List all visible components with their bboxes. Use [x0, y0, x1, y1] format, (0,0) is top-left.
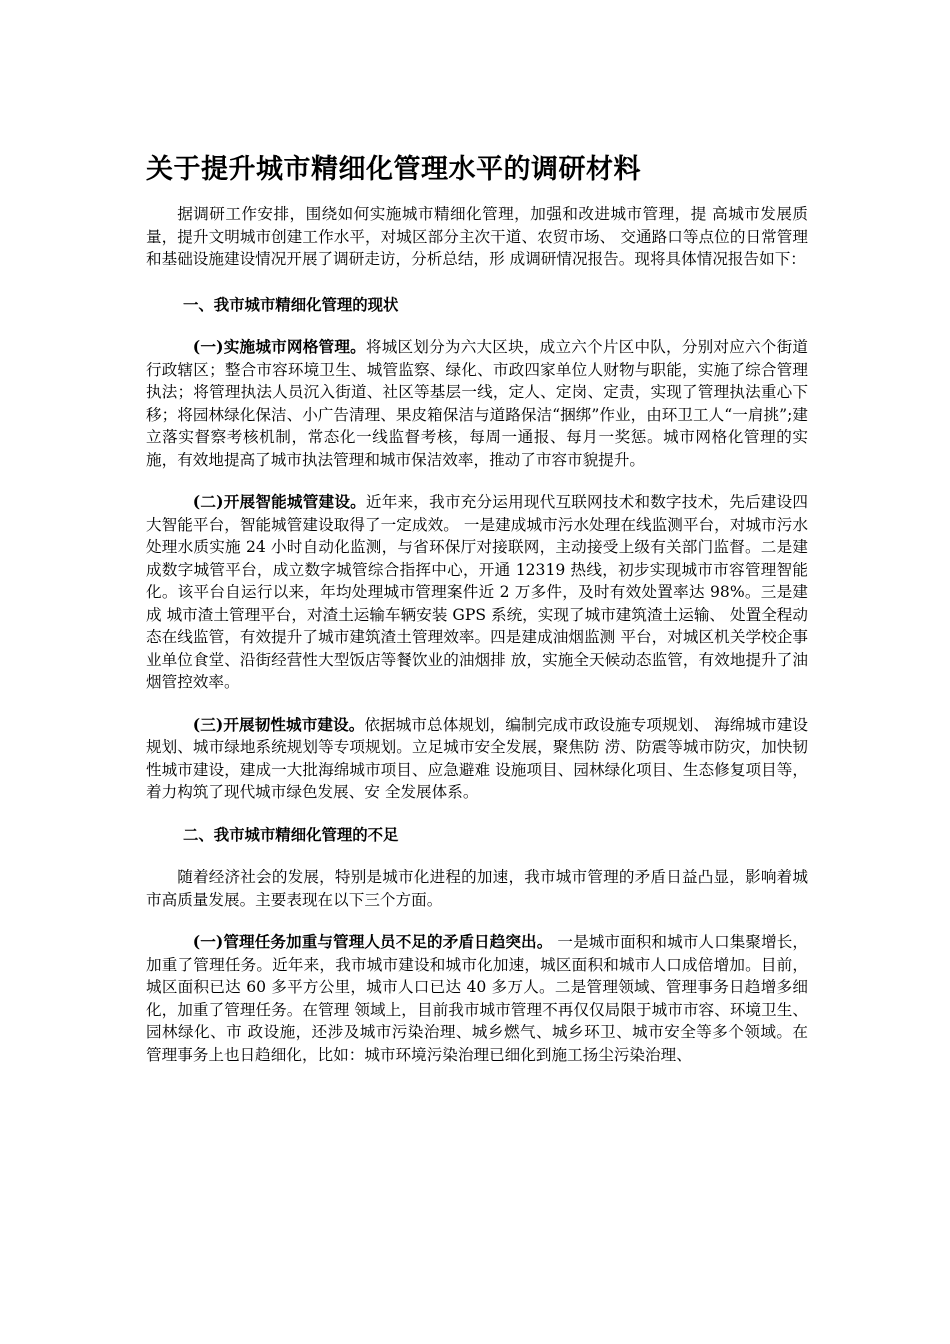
item-lead: (三)开展韧性城市建设。: [192, 714, 365, 734]
item-text: 依据城市总体规划，编制完成市政设施专项规划、 海绵城市建设规划、城市绿地系统规划等专项规划。立足城市安全发展，聚焦防 涝、防震等城市防灾，加快韧性城市建设，建成一大批海绵城市项目、应急避难 设施项目、园林绿化项目、生态修复项目等，着力构筑了现代城市绿色发展、安 全发展体系。: [146, 715, 808, 801]
item-text: 一是城市面积和城市人口集聚增长，加重了管理任务。近年来，我市城市建设和城市化加速，城区面积和城市人口成倍增加。目前，城区面积已达 60 多平方公里，城市人口已达 40 多万人。二是管理领域、管理事务日趋增多细化，加重了管理任务。在管理 领域上，目前我市城市管理不再仅仅局限于城市市容、环境卫生、园林绿化、市 政设施，还涉及城市污染治理、城乡燃气、城乡环卫、城市安全等多个领域。在 管理事务上也日趋细化，比如：城市环境污染治理已细化到施工扬尘污染治理、: [146, 933, 808, 1064]
document-body: [146, 203, 808, 1066]
section-2-item-1: [146, 931, 808, 1066]
section-2-heading: 二、我市城市精细化管理的不足: [182, 825, 399, 844]
intro-paragraph: 据调研工作安排，围绕如何实施城市精细化管理，加强和改进城市管理，提 高城市发展质量，提升文明城市创建工作水平，对城区部分主次干道、农贸市场、 交通路口等点位的日常管理和基础设施建设情况开展了调研走访，分析总结，形 成调研情况报告。现将具体情况报告如下：: [146, 205, 808, 268]
item-lead: (二)开展智能城管建设。: [192, 492, 366, 511]
section-1-item-3: [146, 714, 808, 804]
section-1-item-1: [146, 336, 808, 471]
item-lead: (一)实施城市网格管理。: [192, 337, 366, 356]
section-1-item-2: [146, 491, 808, 694]
section-1-heading: 一、我市城市精细化管理的现状: [182, 295, 399, 314]
item-lead: (一)管理任务加重与管理人员不足的矛盾日趋突出。: [192, 932, 553, 951]
document-title: 关于提升城市精细化管理水平的调研材料: [146, 154, 641, 185]
item-text: 将城区划分为六大区块，成立六个片区中队，分别对应六个街道行政辖区；整合市容环境卫生、城管监察、绿化、市政四家单位人财物与职能，实施了综合管理执法；将管理执法人员沉入街道、社区等基层一线，定人、定岗、定责，实现了管理执法重心下移；将园林绿化保洁、小广告清理、果皮箱保洁与道路保洁“捆绑”作业，由环卫工人“一肩挑”;建立落实督察考核机制，常态化一线监督考核，每周一通报、每月一奖惩。城市网格化管理的实施，有效地提高了城市执法管理和城市保洁效率，推动了市容市貌提升。: [146, 338, 808, 469]
section-2-intro: 随着经济社会的发展，特别是城市化进程的加速，我市城市管理的矛盾日益凸显，影响着城市高质量发展。主要表现在以下三个方面。: [146, 868, 808, 909]
item-text: 近年来，我市充分运用现代互联网技术和数字技术，先后建设四大智能平台，智能城管建设取得了一定成效。 一是建成城市污水处理在线监测平台，对城市污水处理水质实施 24 小时自动化监测，与省环保厅对接联网，主动接受上级有关部门监督。二是建成数字城管平台，成立数字城管综合指挥中心，开通 12319 热线，初步实现城市市容管理智能化。该平台自运行以来，年均处理城市管理案件近 2 万多件，及时有效处置率达 98%。三是建成 城市渣土管理平台，对渣土运输车辆安装 GPS 系统，实现了城市建筑渣土运输、 处置全程动态在线监管，有效提升了城市建筑渣土管理效率。四是建成油烟监测 平台，对城区机关学校企事业单位食堂、沿街经营性大型饭店等餐饮业的油烟排 放，实施全天候动态监管，有效地提升了油烟管控效率。: [146, 493, 808, 691]
